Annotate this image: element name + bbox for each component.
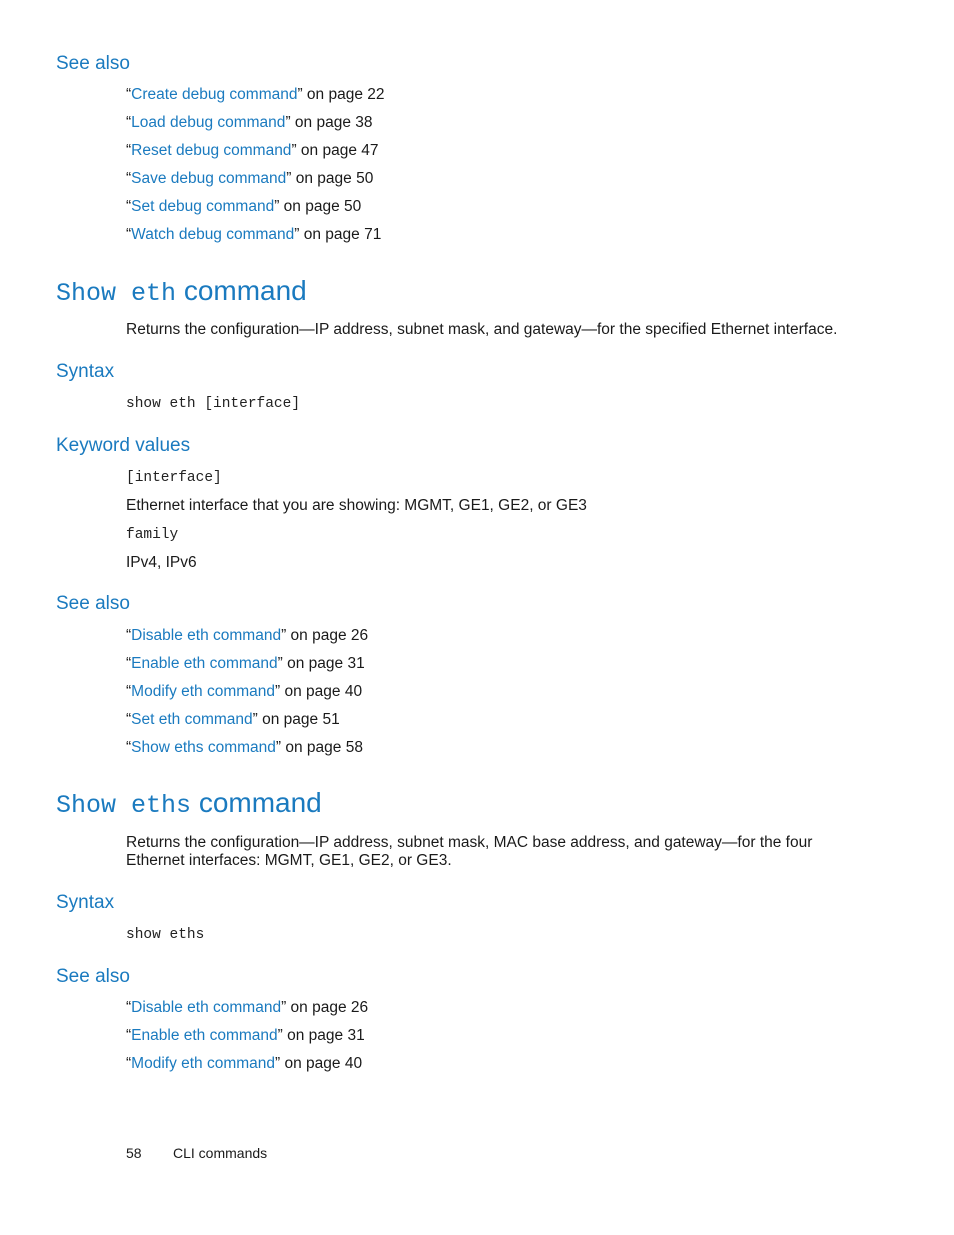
see-also-heading: See also [56,593,130,614]
page-ref: ” on page 31 [277,655,365,672]
cross-reference [126,1027,365,1045]
title-word: command [183,275,307,306]
reset-debug-link[interactable]: Reset debug command [131,142,292,159]
show-eth-title [56,275,307,308]
cross-reference [126,683,362,701]
cross-reference [126,86,385,104]
enable-eth-link[interactable]: Enable eth command [131,655,278,672]
load-debug-link[interactable]: Load debug command [131,114,286,131]
cross-reference [126,739,363,757]
cross-reference [126,711,340,729]
modify-eth-link[interactable]: Modify eth command [131,1055,276,1072]
open-quote: “ [126,226,132,243]
keyword-family-desc: IPv4, IPv6 [126,554,197,571]
page-ref: ” on page 71 [294,226,382,243]
page-ref: ” on page 50 [274,198,362,215]
keyword-interface-desc: Ethernet interface that you are showing: MGMT, GE1, GE2, or GE3 [126,497,587,514]
page-ref: ” on page 40 [275,1055,363,1072]
page-ref: ” on page 38 [285,114,373,131]
create-debug-link[interactable]: Create debug command [131,86,298,103]
disable-eth-link[interactable]: Disable eth command [131,999,282,1016]
open-quote: “ [126,114,132,131]
page-ref: ” on page 26 [281,627,369,644]
page-ref: ” on page 31 [277,1027,365,1044]
set-debug-link[interactable]: Set debug command [131,198,275,215]
page-ref: ” on page 26 [281,999,369,1016]
cross-reference [126,226,381,244]
syntax-code: show eths [126,927,205,943]
page-ref: ” on page 40 [275,683,363,700]
show-eth-description: Returns the configuration—IP address, subnet mask, and gateway—for the specified Ethernet interface. [126,321,838,338]
modify-eth-link[interactable]: Modify eth command [131,683,276,700]
open-quote: “ [126,627,132,644]
syntax-code: show eth [interface] [126,396,301,412]
open-quote: “ [126,86,132,103]
cross-reference [126,627,368,645]
cross-reference [126,170,373,188]
open-quote: “ [126,1027,132,1044]
title-word: command [198,787,322,818]
page-ref: ” on page 22 [297,86,385,103]
cross-reference [126,1055,362,1073]
cross-reference [126,198,361,216]
cross-reference [126,114,372,132]
footer-section-title: CLI commands [173,1145,268,1161]
syntax-heading: Syntax [56,361,115,382]
open-quote: “ [126,711,132,728]
enable-eth-link[interactable]: Enable eth command [131,1027,278,1044]
syntax-heading: Syntax [56,892,115,913]
cross-reference [126,999,368,1017]
keyword-interface: [interface] [126,470,222,486]
show-eths-description: Returns the configuration—IP address, subnet mask, MAC base address, and gateway—for the four Ethernet interfaces: MGMT, GE1, GE2, or GE3. [126,834,813,869]
page-ref: ” on page 50 [286,170,374,187]
open-quote: “ [126,142,132,159]
show-eths-title [56,787,322,820]
open-quote: “ [126,683,132,700]
keyword-family: family [126,527,179,543]
page-ref: ” on page 47 [291,142,379,159]
title-code: Show eths [56,791,192,820]
watch-debug-link[interactable]: Watch debug command [131,226,295,243]
show-eths-link[interactable]: Show eths command [131,739,276,756]
save-debug-link[interactable]: Save debug command [131,170,287,187]
open-quote: “ [126,739,132,756]
set-eth-link[interactable]: Set eth command [131,711,253,728]
open-quote: “ [126,655,132,672]
page-ref: ” on page 58 [275,739,363,756]
cross-reference [126,655,365,673]
title-code: Show eth [56,279,177,308]
page-ref: ” on page 51 [252,711,340,728]
open-quote: “ [126,1055,132,1072]
see-also-heading: See also [56,966,130,987]
open-quote: “ [126,999,132,1016]
open-quote: “ [126,170,132,187]
keyword-values-heading: Keyword values [56,435,191,456]
disable-eth-link[interactable]: Disable eth command [131,627,282,644]
see-also-heading: See also [56,53,130,74]
open-quote: “ [126,198,132,215]
cross-reference [126,142,378,160]
page-number: 58 [126,1145,142,1161]
